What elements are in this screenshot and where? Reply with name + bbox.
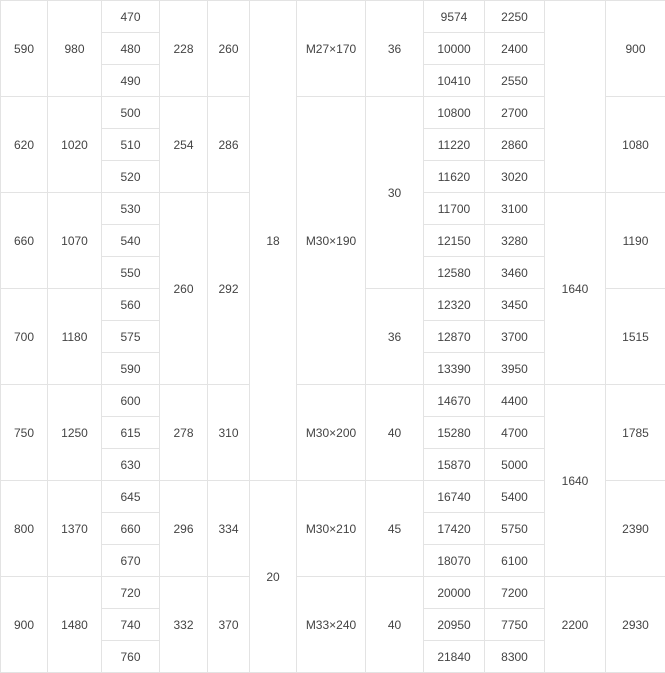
table-cell: 720 [102, 577, 160, 609]
table-cell: 292 [208, 193, 250, 385]
table-cell: 660 [1, 193, 48, 289]
table-cell: 20000 [424, 577, 485, 609]
table-cell: 7200 [485, 577, 545, 609]
table-cell: 800 [1, 481, 48, 577]
table-cell: 3280 [485, 225, 545, 257]
table-cell: 2390 [606, 481, 665, 577]
table-cell: 630 [102, 449, 160, 481]
table-row [1, 577, 665, 609]
table-row [1, 385, 665, 417]
table-cell: 36 [366, 1, 424, 97]
table-cell: 1180 [48, 289, 102, 385]
table-cell: 18 [250, 1, 297, 481]
table-cell: 286 [208, 97, 250, 193]
table-cell: 575 [102, 321, 160, 353]
table-cell: 1785 [606, 385, 665, 481]
table-cell: 30 [366, 97, 424, 289]
table-cell: 3950 [485, 353, 545, 385]
table-cell: 7750 [485, 609, 545, 641]
table-cell: 4700 [485, 417, 545, 449]
table-cell: 11620 [424, 161, 485, 193]
table-cell: 11700 [424, 193, 485, 225]
table-cell: 540 [102, 225, 160, 257]
table-cell: 16740 [424, 481, 485, 513]
table-cell: 4400 [485, 385, 545, 417]
table-cell: 334 [208, 481, 250, 577]
table-cell: 1370 [48, 481, 102, 577]
table-cell: 260 [208, 1, 250, 97]
table-cell: 15280 [424, 417, 485, 449]
table-cell: 900 [1, 577, 48, 673]
table-cell: 2550 [485, 65, 545, 97]
table-cell: 510 [102, 129, 160, 161]
table-cell: 2400 [485, 33, 545, 65]
table-row [1, 1, 665, 33]
table-cell: 620 [1, 97, 48, 193]
table-cell: 1070 [48, 193, 102, 289]
table-cell: 700 [1, 289, 48, 385]
table-cell: 645 [102, 481, 160, 513]
table-cell: 3450 [485, 289, 545, 321]
table-cell: 12320 [424, 289, 485, 321]
table-cell: 12870 [424, 321, 485, 353]
table-cell: 254 [160, 97, 208, 193]
table-cell: 2930 [606, 577, 665, 673]
table-cell: M30×200 [297, 385, 366, 481]
table-cell: 750 [1, 385, 48, 481]
table-cell: M27×170 [297, 1, 366, 97]
table-cell: 20 [250, 481, 297, 673]
table-cell: 5400 [485, 481, 545, 513]
table-cell: 1480 [48, 577, 102, 673]
table-cell: 1190 [606, 193, 665, 289]
table-cell: 296 [160, 481, 208, 577]
table-cell: 470 [102, 1, 160, 33]
table-cell: 900 [606, 1, 665, 97]
table-cell: 10410 [424, 65, 485, 97]
table-cell: 40 [366, 385, 424, 481]
table-cell: 760 [102, 641, 160, 673]
table-cell: 12150 [424, 225, 485, 257]
table-cell: 5750 [485, 513, 545, 545]
table-cell: 6100 [485, 545, 545, 577]
table-cell: 2860 [485, 129, 545, 161]
table-cell: 480 [102, 33, 160, 65]
table-cell: 11220 [424, 129, 485, 161]
table-cell: 10000 [424, 33, 485, 65]
table-cell: 660 [102, 513, 160, 545]
table-cell: M33×240 [297, 577, 366, 673]
table-cell: 36 [366, 289, 424, 385]
table-cell: 1250 [48, 385, 102, 481]
table-cell: 278 [160, 385, 208, 481]
table-cell: 1020 [48, 97, 102, 193]
table-cell: M30×210 [297, 481, 366, 577]
table-cell [545, 1, 606, 193]
table-cell: 670 [102, 545, 160, 577]
table-cell: 740 [102, 609, 160, 641]
table-cell: 45 [366, 481, 424, 577]
table-cell: 500 [102, 97, 160, 129]
table-cell: 8300 [485, 641, 545, 673]
table-cell: 2700 [485, 97, 545, 129]
table-cell: 490 [102, 65, 160, 97]
table-cell: 5000 [485, 449, 545, 481]
table-cell: 1515 [606, 289, 665, 385]
table-cell: 1640 [545, 193, 606, 385]
table-cell: 590 [1, 1, 48, 97]
table-cell: 10800 [424, 97, 485, 129]
table-cell: 20950 [424, 609, 485, 641]
table-cell: 310 [208, 385, 250, 481]
table-cell: 14670 [424, 385, 485, 417]
table-cell: 1640 [545, 385, 606, 577]
table-cell: 332 [160, 577, 208, 673]
table-cell: 520 [102, 161, 160, 193]
table-cell: 370 [208, 577, 250, 673]
table-cell: 600 [102, 385, 160, 417]
table-cell: 560 [102, 289, 160, 321]
table-cell: 9574 [424, 1, 485, 33]
table-cell: 15870 [424, 449, 485, 481]
table-cell: 2250 [485, 1, 545, 33]
table-cell: 3020 [485, 161, 545, 193]
table-cell: 530 [102, 193, 160, 225]
table-cell: 13390 [424, 353, 485, 385]
table-cell: 1080 [606, 97, 665, 193]
table-cell: 17420 [424, 513, 485, 545]
table-cell: M30×190 [297, 97, 366, 385]
table-cell: 3460 [485, 257, 545, 289]
table-cell: 18070 [424, 545, 485, 577]
table-cell: 21840 [424, 641, 485, 673]
table-cell: 2200 [545, 577, 606, 673]
table-cell: 550 [102, 257, 160, 289]
table-cell: 590 [102, 353, 160, 385]
table-cell: 3100 [485, 193, 545, 225]
table-cell: 40 [366, 577, 424, 673]
table-cell: 3700 [485, 321, 545, 353]
table-cell: 228 [160, 1, 208, 97]
table-cell: 260 [160, 193, 208, 385]
table-cell: 12580 [424, 257, 485, 289]
table-cell: 980 [48, 1, 102, 97]
table-cell: 615 [102, 417, 160, 449]
